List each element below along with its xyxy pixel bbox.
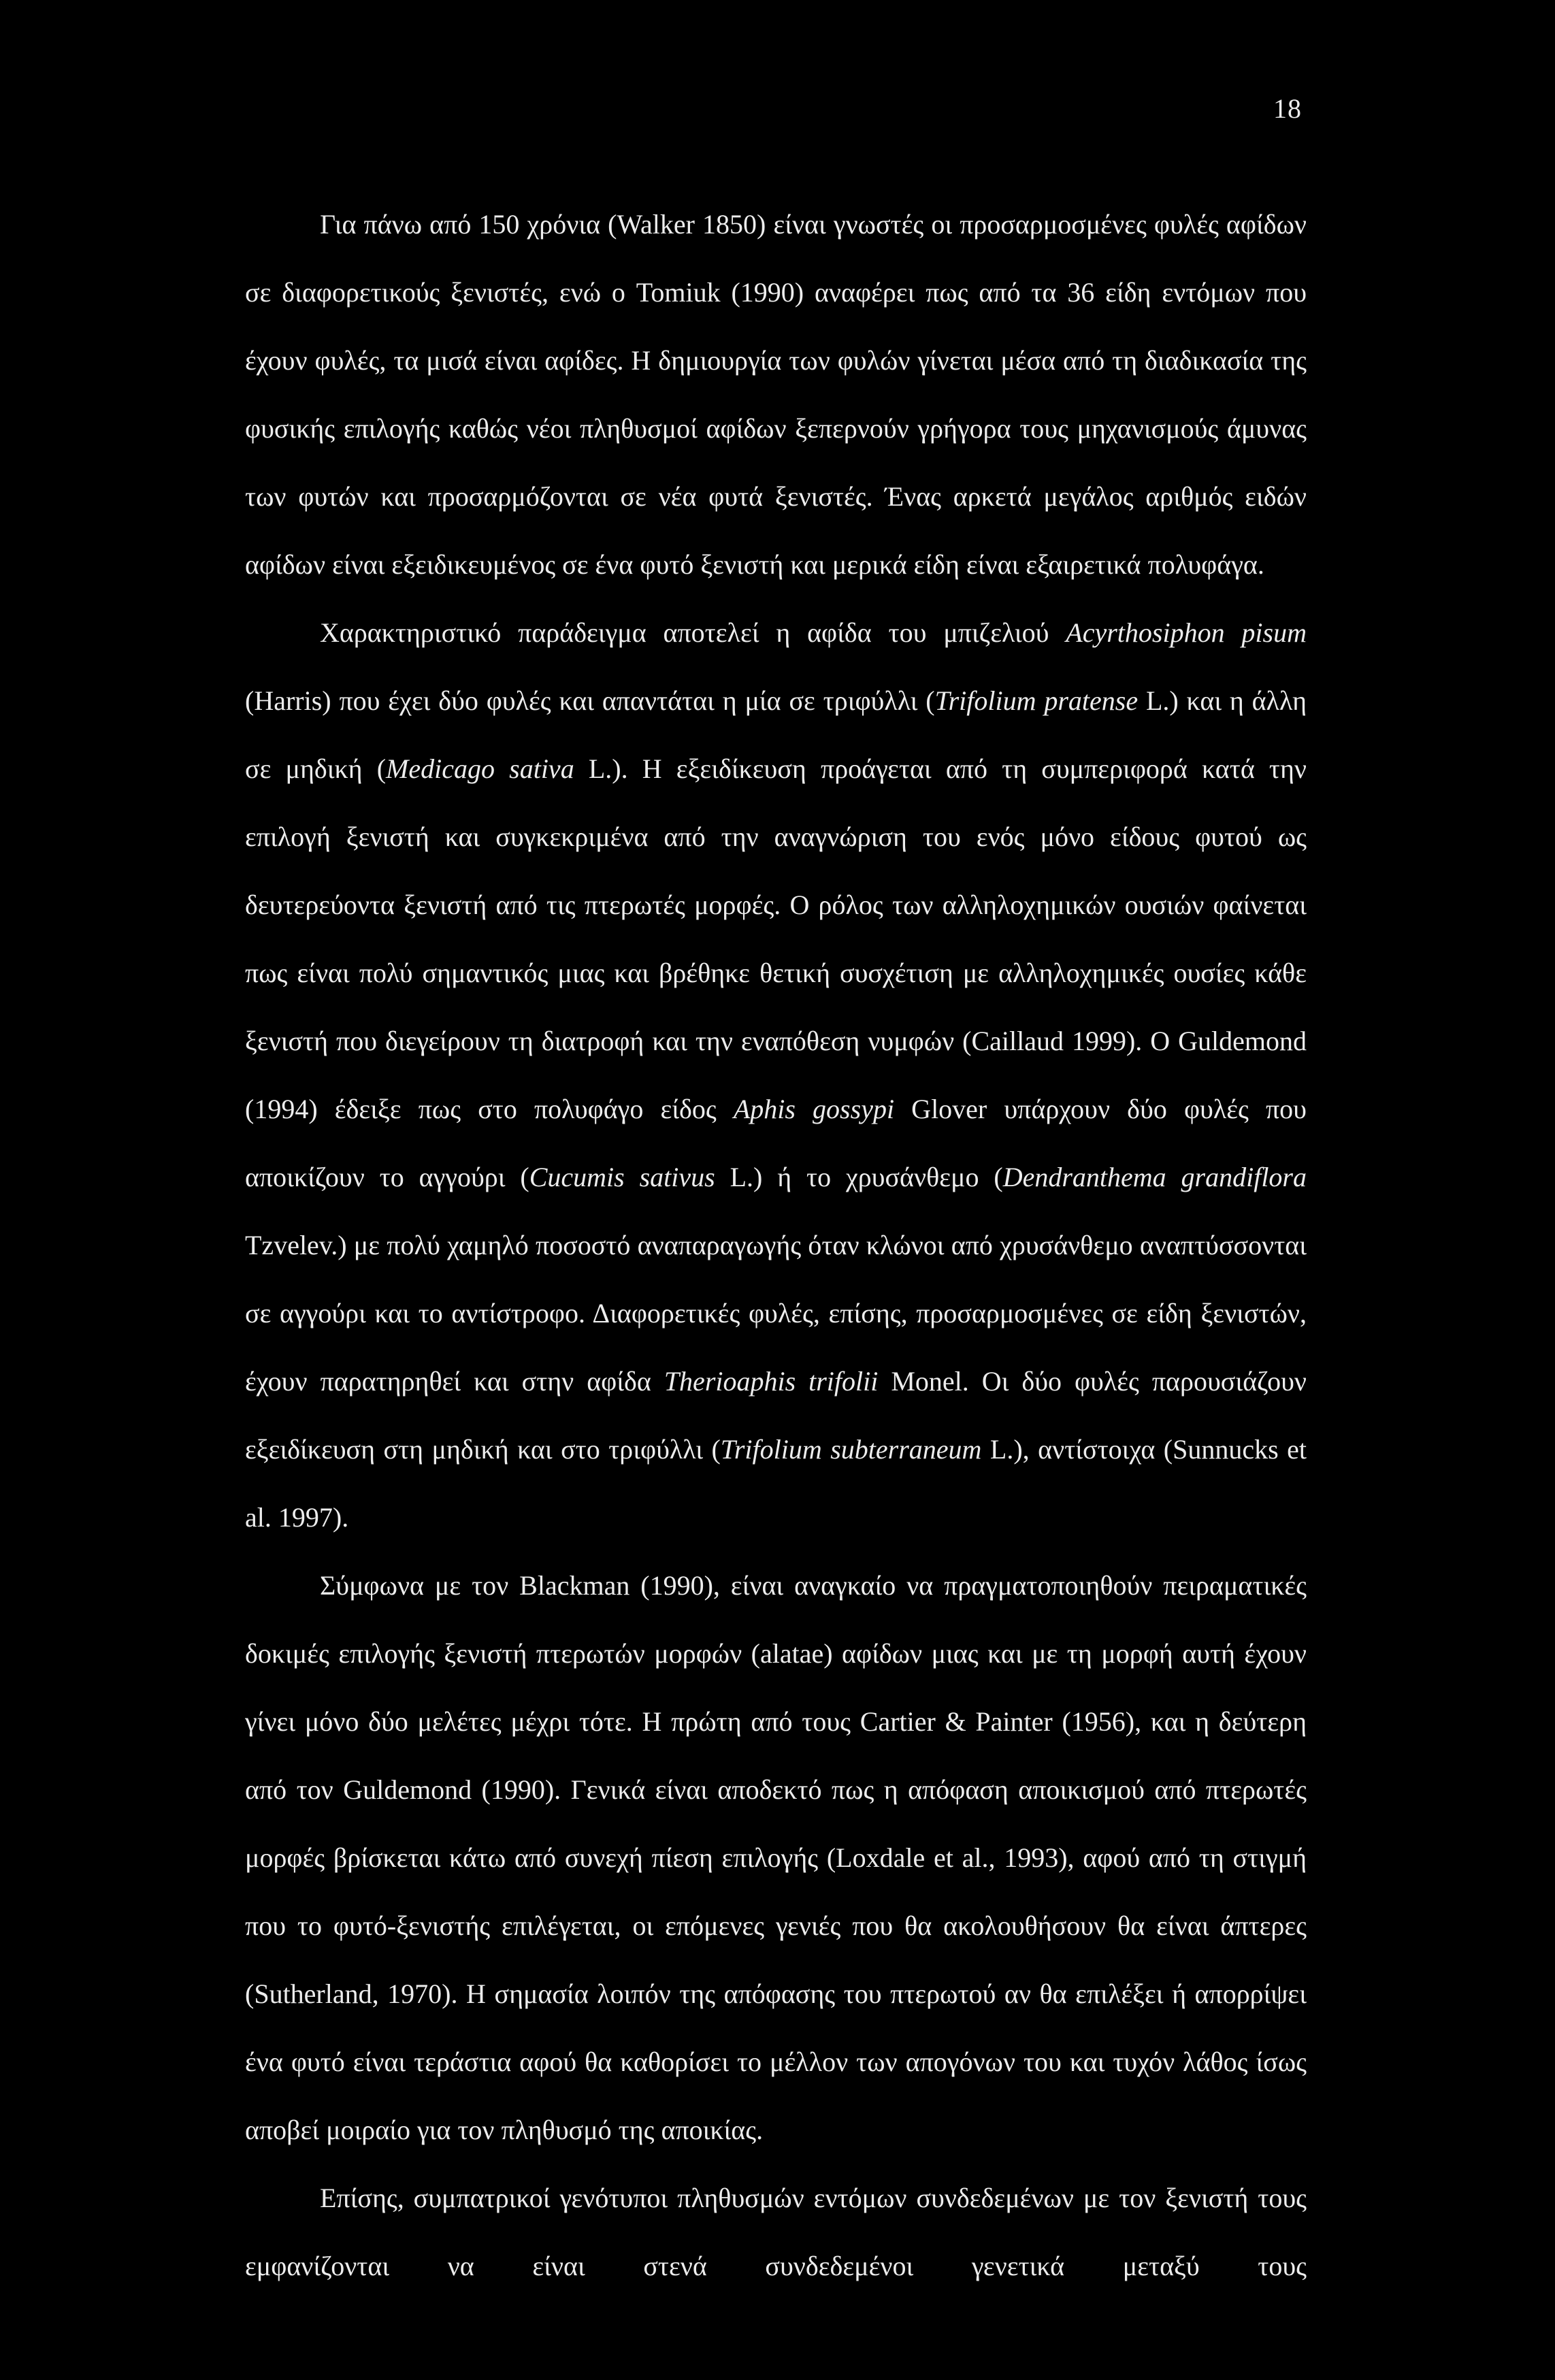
species-name: Trifolium pratense	[934, 685, 1139, 716]
text-segment: Monel. Οι δύο φυλές παρουσιάζουν εξειδίκευση στη μηδική και στο τριφύλλι (	[245, 1366, 1307, 1465]
text-segment: L.) και η άλλη σε μηδική (	[245, 685, 1307, 784]
text-segment: L.). Η εξειδίκευση προάγεται από τη συμπεριφορά κατά την επιλογή ξενιστή και συγκεκριμένα από την αναγνώριση του ενός μόνο είδους φυτού ως δευτερεύοντα ξενιστή από τις πτερωτές μορφές. Ο ρόλος των αλληλοχημικών ουσιών φαίνεται πως είναι πολύ σημαντικός μιας και βρέθηκε θετική συσχέτιση με αλληλοχημικές ουσίες κάθε ξενιστή που διεγείρουν τη διατροφή και την εναπόθεση νυμφών (Caillaud 1999). Ο Guldemond (1994) έδειξε πως στο πολυφάγο είδος	[245, 753, 1307, 1124]
text-body	[245, 191, 1307, 2300]
text-segment: (Harris) που έχει δύο φυλές και απαντάται η μία σε τριφύλλι (	[245, 685, 935, 716]
species-name: Dendranthema grandiflora	[1002, 1162, 1307, 1192]
species-name: Medicago sativa	[386, 753, 574, 784]
paragraph-4	[245, 2164, 1307, 2300]
paragraph-3	[245, 1552, 1307, 2164]
species-name: Acyrthosiphon pisum	[1066, 617, 1307, 648]
species-name: Trifolium subterraneum	[720, 1434, 982, 1465]
text-segment: Glover υπάρχουν δύο φυλές που αποικίζουν το αγγούρι (	[245, 1094, 1307, 1192]
paragraph-2	[245, 599, 1307, 1552]
text-segment: L.), αντίστοιχα (Sunnucks et al. 1997).	[245, 1434, 1307, 1533]
species-name: Therioaphis trifolii	[664, 1366, 879, 1397]
text-segment: Για πάνω από 150 χρόνια (Walker 1850) είναι γνωστές οι προσαρμοσμένες φυλές αφίδων σε διαφορετικούς ξενιστές, ενώ ο Tomiuk (1990) αναφέρει πως από τα 36 είδη εντόμων που έχουν φυλές, τα μισά είναι αφίδες. Η δημιουργία των φυλών γίνεται μέσα από τη διαδικασία της φυσικής επιλογής καθώς νέοι πληθυσμοί αφίδων ξεπερνούν γρήγορα τους μηχανισμούς άμυνας των φυτών και προσαρμόζονται σε νέα φυτά ξενιστές. Ένας αρκετά μεγάλος αριθμός ειδών αφίδων είναι εξειδικευμένος σε ένα φυτό ξενιστή και μερικά είδη είναι εξαιρετικά πολυφάγα.	[245, 209, 1307, 580]
text-segment: Σύμφωνα με τον Blackman (1990), είναι αναγκαίο να πραγματοποιηθούν πειραματικές δοκιμές επιλογής ξενιστή πτερωτών μορφών (alatae) αφίδων μιας και με τη μορφή αυτή έχουν γίνει μόνο δύο μελέτες μέχρι τότε. Η πρώτη από τους Cartier & Painter (1956), και η δεύτερη από τον Guldemond (1990). Γενικά είναι αποδεκτό πως η απόφαση αποικισμού από πτερωτές μορφές βρίσκεται κάτω από συνεχή πίεση επιλογής (Loxdale et al., 1993), αφού από τη στιγμή που το φυτό-ξενιστής επιλέγεται, οι επόμενες γενιές που θα ακολουθήσουν θα είναι άπτερες (Sutherland, 1970). Η σημασία λοιπόν της απόφασης του πτερωτού αν θα επιλέξει ή απορρίψει ένα φυτό είναι τεράστια αφού θα καθορίσει το μέλλον των απογόνων του και τυχόν λάθος ίσως αποβεί μοιραίο για τον πληθυσμό της αποικίας.	[245, 1570, 1307, 2145]
species-name: Aphis gossypi	[733, 1094, 895, 1124]
species-name: Cucumis sativus	[529, 1162, 715, 1192]
text-segment: L.) ή το χρυσάνθεμο (	[715, 1162, 1003, 1192]
paragraph-1	[245, 191, 1307, 599]
text-segment: Επίσης, συμπατρικοί γενότυποι πληθυσμών εντόμων συνδεδεμένων με τον ξενιστή τους εμφανίζονται να είναι στενά συνδεδεμένοι γενετικά μεταξύ τους	[245, 2183, 1307, 2281]
text-segment: Tzvelev.) με πολύ χαμηλό ποσοστό αναπαραγωγής όταν κλώνοι από χρυσάνθεμο αναπτύσσονται σε αγγούρι και το αντίστροφο. Διαφορετικές φυλές, επίσης, προσαρμοσμένες σε είδη ξενιστών, έχουν παρατηρηθεί και στην αφίδα	[245, 1230, 1307, 1397]
text-segment: Χαρακτηριστικό παράδειγμα αποτελεί η αφίδα του μπιζελιού	[320, 617, 1066, 648]
page-number: 18	[1273, 93, 1302, 124]
